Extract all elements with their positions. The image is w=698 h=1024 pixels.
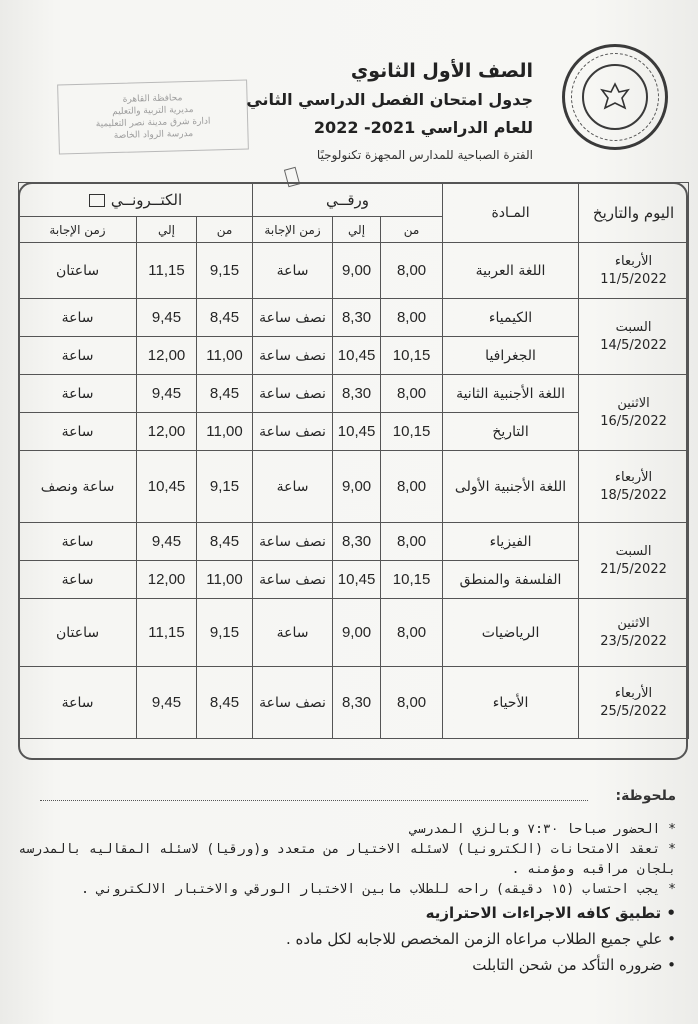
day-name: الأربعاء: [614, 685, 653, 701]
elec-duration-cell: ساعة: [19, 299, 137, 337]
paper-to-cell: 8,30: [333, 375, 381, 413]
elec-duration-cell: ساعة: [19, 523, 137, 561]
elec-to-cell: 9,45: [137, 299, 197, 337]
paper-to-cell: 10,45: [333, 337, 381, 375]
stamp-line: مديرية التربية والتعليم: [112, 104, 194, 118]
elec-to-cell: 9,45: [137, 375, 197, 413]
elec-from-cell: 9,15: [197, 599, 253, 667]
exam-date: 21/5/2022: [600, 561, 667, 577]
period-subtitle: الفترة الصباحية للمدارس المجهزة تكنولوجيًا: [316, 148, 533, 162]
paper-to-cell: 9,00: [333, 599, 381, 667]
stamp-line: مدرسة الرواد الخاصة: [113, 128, 194, 142]
paper-duration-cell: نصف ساعة: [253, 667, 333, 739]
paper-duration-cell: ساعة: [253, 243, 333, 299]
paper-to-cell: 10,45: [333, 561, 381, 599]
day-date-cell: [579, 243, 689, 299]
stamp-line: ادارة شرق مدينة نصر التعليمية: [95, 116, 211, 130]
day-name: السبت: [615, 543, 652, 559]
elec-to-cell: 11,15: [137, 243, 197, 299]
logo-ring: [571, 53, 659, 141]
table-row: [19, 299, 689, 337]
subject-cell: اللغة العربية: [443, 243, 579, 299]
col-elec-to: إلي: [137, 217, 197, 243]
col-paper-from: من: [381, 217, 443, 243]
day-date-cell: [579, 523, 689, 599]
col-paper-duration: زمن الإجابة: [253, 217, 333, 243]
exam-date: 11/5/2022: [600, 271, 667, 287]
col-day-header: اليوم والتاريخ: [579, 183, 689, 243]
day-date-cell: [579, 451, 689, 523]
exam-schedule-table-wrap: [18, 182, 688, 762]
exam-schedule-title: جدول امتحان الفصل الدراسي الثاني: [246, 90, 533, 109]
subject-cell: الكيمياء: [443, 299, 579, 337]
ministry-logo: [562, 44, 668, 150]
paper-to-cell: 8,30: [333, 523, 381, 561]
paper-from-cell: 10,15: [381, 561, 443, 599]
paper-from-cell: 8,00: [381, 243, 443, 299]
elec-to-cell: 12,00: [137, 337, 197, 375]
paper-from-cell: 8,00: [381, 599, 443, 667]
grade-title: الصف الأول الثانوي: [350, 60, 533, 82]
day-date-cell: [579, 599, 689, 667]
paper-duration-cell: نصف ساعة: [253, 413, 333, 451]
paper-duration-cell: نصف ساعة: [253, 523, 333, 561]
table-row: [19, 599, 689, 667]
subject-cell: اللغة الأجنبية الأولى: [443, 451, 579, 523]
group-electronic-header: [19, 183, 253, 217]
schedule-body: [19, 243, 689, 739]
paper-duration-cell: نصف ساعة: [253, 561, 333, 599]
elec-duration-cell: ساعة: [19, 561, 137, 599]
elec-from-cell: 11,00: [197, 337, 253, 375]
elec-from-cell: 9,15: [197, 243, 253, 299]
elec-to-cell: 10,45: [137, 451, 197, 523]
exam-date: 25/5/2022: [600, 703, 667, 719]
elec-from-cell: 8,45: [197, 299, 253, 337]
paper-duration-cell: ساعة: [253, 451, 333, 523]
elec-duration-cell: ساعة: [19, 667, 137, 739]
paper-from-cell: 8,00: [381, 451, 443, 523]
subject-cell: الفلسفة والمنطق: [443, 561, 579, 599]
paper-duration-cell: نصف ساعة: [253, 375, 333, 413]
day-date-cell: [579, 299, 689, 375]
notes-divider: [40, 800, 588, 801]
elec-duration-cell: ساعة ونصف: [19, 451, 137, 523]
day-name: السبت: [615, 319, 652, 335]
group-paper-header: [253, 183, 443, 217]
elec-duration-cell: ساعة: [19, 413, 137, 451]
group-electronic-label: الكتــرونــي: [110, 190, 183, 209]
exam-schedule-table: [18, 182, 689, 739]
paper-duration-cell: نصف ساعة: [253, 299, 333, 337]
elec-to-cell: 9,45: [137, 523, 197, 561]
paper-from-cell: 8,00: [381, 523, 443, 561]
note-item: • علي جميع الطلاب مراعاه الزمن المخصص للاجابه لكل ماده .: [285, 930, 676, 948]
elec-from-cell: 11,00: [197, 413, 253, 451]
elec-from-cell: 9,15: [197, 451, 253, 523]
paper-duration-cell: ساعة: [253, 599, 333, 667]
subject-cell: الأحياء: [443, 667, 579, 739]
exam-date: 16/5/2022: [600, 413, 667, 429]
col-paper-to: إلي: [333, 217, 381, 243]
day-date-cell: [579, 375, 689, 451]
paper-to-cell: 9,00: [333, 451, 381, 523]
elec-to-cell: 12,00: [137, 413, 197, 451]
col-elec-duration: زمن الإجابة: [19, 217, 137, 243]
stamp-line: محافظة القاهرة: [122, 93, 183, 105]
paper-duration-cell: نصف ساعة: [253, 337, 333, 375]
exam-date: 23/5/2022: [600, 633, 667, 649]
elec-from-cell: 8,45: [197, 375, 253, 413]
subject-cell: الجغرافيا: [443, 337, 579, 375]
paper-from-cell: 10,15: [381, 337, 443, 375]
note-item: • تطبيق كافه الاجراءات الاحترازيه: [425, 904, 676, 922]
elec-to-cell: 11,15: [137, 599, 197, 667]
exam-date: 14/5/2022: [600, 337, 667, 353]
elec-duration-cell: ساعتان: [19, 599, 137, 667]
elec-duration-cell: ساعة: [19, 337, 137, 375]
table-row: [19, 667, 689, 739]
checkbox-icon: [89, 194, 105, 207]
note-item: * يجب احتساب (١٥ دقيقه) راحه للطلاب مابين الاختبار الورقي والاختبار الالكتروني .: [81, 882, 676, 897]
paper-from-cell: 8,00: [381, 299, 443, 337]
school-stamp: [57, 80, 249, 155]
subject-cell: الفيزياء: [443, 523, 579, 561]
table-row: [19, 243, 689, 299]
paper-from-cell: 8,00: [381, 375, 443, 413]
elec-to-cell: 9,45: [137, 667, 197, 739]
paper-from-cell: 10,15: [381, 413, 443, 451]
subject-cell: اللغة الأجنبية الثانية: [443, 375, 579, 413]
academic-year: للعام الدراسي 2021- 2022: [313, 118, 533, 137]
table-row: [19, 375, 689, 413]
note-item: • ضروره التأكد من شحن التابلت: [472, 956, 676, 974]
exam-date: 18/5/2022: [600, 487, 667, 503]
group-paper-label: ورقــي: [326, 190, 369, 209]
elec-from-cell: 8,45: [197, 523, 253, 561]
paper-from-cell: 8,00: [381, 667, 443, 739]
day-name: الأربعاء: [614, 469, 653, 485]
table-row: [19, 523, 689, 561]
col-elec-from: من: [197, 217, 253, 243]
paper-to-cell: 8,30: [333, 667, 381, 739]
day-name: الأربعاء: [614, 253, 653, 269]
elec-from-cell: 8,45: [197, 667, 253, 739]
elec-to-cell: 12,00: [137, 561, 197, 599]
note-item: * الحضور صباحا ٧:٣٠ وبالزي المدرسي: [409, 822, 676, 837]
notes-title: ملحوظة:: [615, 788, 676, 804]
day-name: الاثنين: [617, 615, 650, 631]
day-date-cell: [579, 667, 689, 739]
elec-duration-cell: ساعة: [19, 375, 137, 413]
subject-cell: التاريخ: [443, 413, 579, 451]
paper-to-cell: 9,00: [333, 243, 381, 299]
col-subject-header: المـادة: [443, 183, 579, 243]
note-item: * تعقد الامتحانات (الكترونيا) لاسئله الاختيار من متعدد و(ورقيا) لاسئله المقاليه بالمدرسه بلجان مراقبه ومؤمنه .: [18, 842, 676, 877]
table-row: [19, 451, 689, 523]
paper-to-cell: 8,30: [333, 299, 381, 337]
day-name: الاثنين: [617, 395, 650, 411]
subject-cell: الرياضيات: [443, 599, 579, 667]
elec-duration-cell: ساعتان: [19, 243, 137, 299]
elec-from-cell: 11,00: [197, 561, 253, 599]
paper-to-cell: 10,45: [333, 413, 381, 451]
notes-list: [12, 820, 676, 978]
